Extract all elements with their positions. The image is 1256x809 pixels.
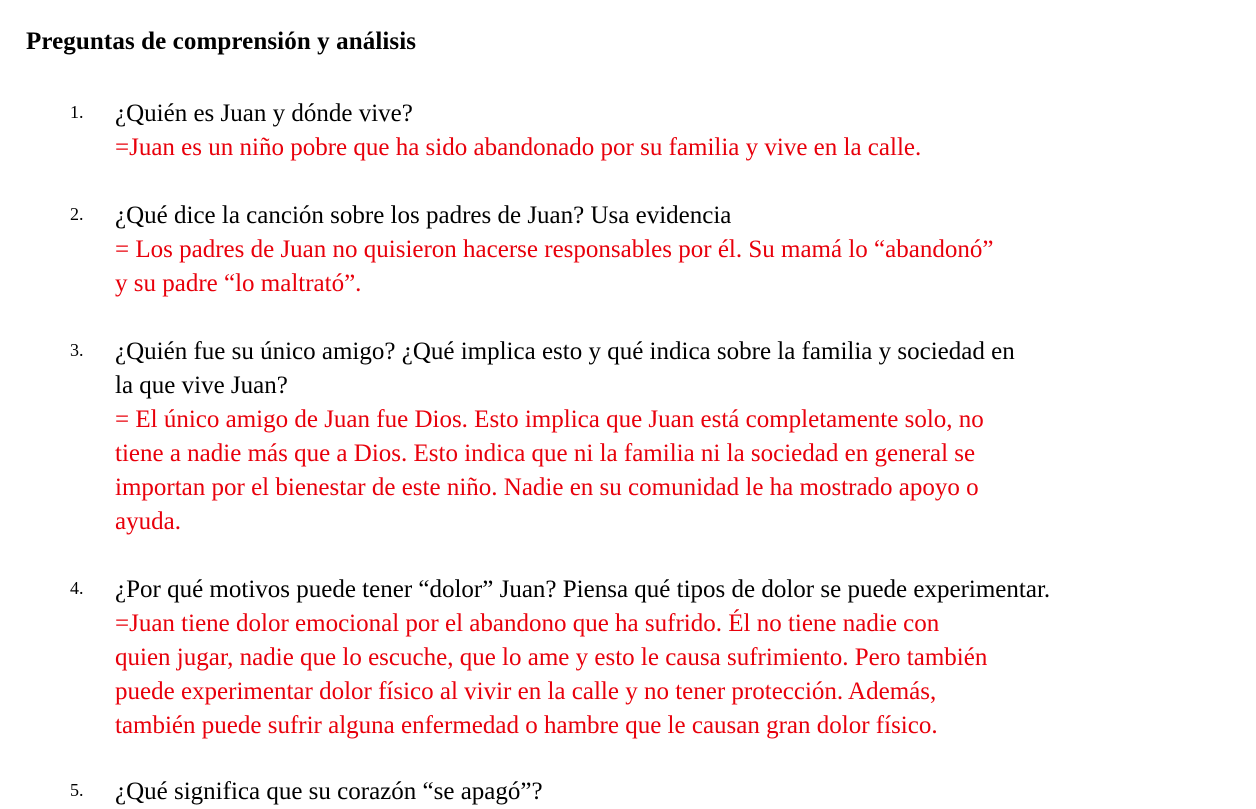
question-line: ¿Qué dice la canción sobre los padres de Juan? Usa evidencia [115,202,732,229]
answer-line: y su padre “lo maltrató”. [115,270,362,297]
question-line: ¿Quién es Juan y dónde vive? [115,100,413,127]
question-line: la que vive Juan? [115,372,288,399]
answer-line: =Juan tiene dolor emocional por el abandono que ha sufrido. Él no tiene nadie con [115,610,940,637]
answer-line: = Los padres de Juan no quisieron hacerse responsables por él. Su mamá lo “abandonó” [115,236,994,263]
answer-line: tiene a nadie más que a Dios. Esto indica que ni la familia ni la sociedad en general se [115,440,976,467]
answer-line: =Juan es un niño pobre que ha sido abandonado por su familia y vive en la calle. [115,134,922,161]
answer-text [115,403,1253,539]
question-line: ¿Por qué motivos puede tener “dolor” Juan? Piensa qué tipos de dolor se puede experimentar. [115,576,1051,603]
answer-line: = El único amigo de Juan fue Dios. Esto implica que Juan está completamente solo, no [115,406,984,433]
question-body [115,335,1253,539]
question-text [115,199,1253,233]
question-line: ¿Quién fue su único amigo? ¿Qué implica esto y qué indica sobre la familia y sociedad en [115,338,1015,365]
question-body [115,573,1253,743]
question-body [115,775,1253,809]
question-text [115,97,1253,131]
question-text [115,775,1253,809]
question-number: 1. [70,102,84,122]
answer-line: importan por el bienestar de este niño. Nadie en su comunidad le ha mostrado apoyo o [115,474,979,501]
answer-line: también puede sufrir alguna enfermedad o hambre que le causan gran dolor físico. [115,712,938,739]
question-number: 5. [70,780,84,800]
question-number: 2. [70,204,84,224]
question-body [115,97,1253,165]
page-title: Preguntas de comprensión y análisis [26,28,417,55]
question-line: ¿Qué significa que su corazón “se apagó”? [115,778,543,805]
question-number: 3. [70,340,84,360]
question-text [115,573,1253,607]
question-text [115,335,1253,403]
answer-text [115,233,1253,301]
answer-line: quien jugar, nadie que lo escuche, que lo ame y esto le causa sufrimiento. Pero también [115,644,988,671]
answer-text [115,607,1253,743]
answer-text [115,131,1253,165]
question-number: 4. [70,578,84,598]
answer-line: puede experimentar dolor físico al vivir en la calle y no tener protección. Además, [115,678,937,705]
question-body [115,199,1253,301]
answer-line: ayuda. [115,508,181,535]
